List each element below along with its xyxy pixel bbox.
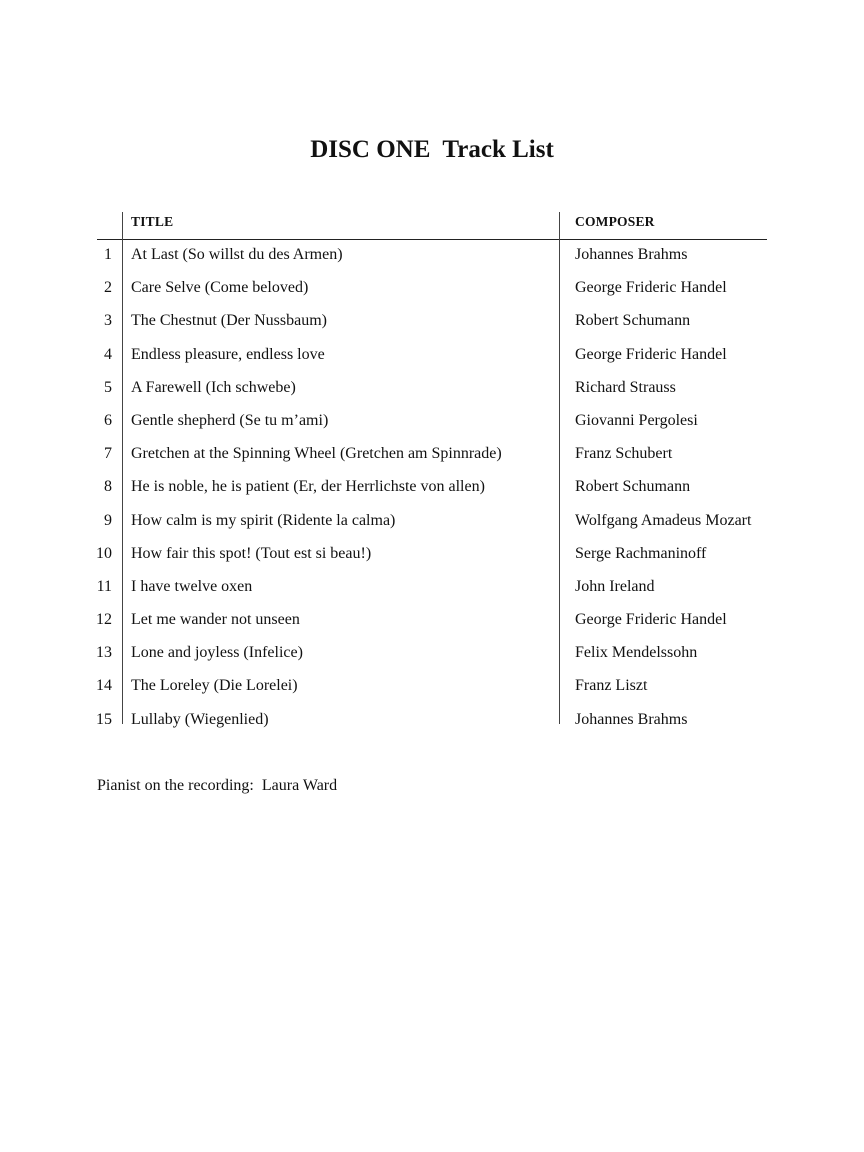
track-title: The Chestnut (Der Nussbaum) [131,312,327,330]
track-composer: Robert Schumann [575,312,691,330]
track-number: 11 [96,577,112,595]
track-composer: Serge Rachmaninoff [575,544,707,562]
track-title: I have twelve oxen [131,577,253,595]
table-row [0,506,864,539]
track-composer: George Frideric Handel [575,611,727,629]
track-title: At Last (So willst du des Armen) [131,246,343,263]
table-row [0,439,864,472]
track-composer: George Frideric Handel [575,279,727,297]
track-title: Let me wander not unseen [131,611,300,629]
track-title: The Loreley (Die Lorelei) [131,677,298,695]
track-title: He is noble, he is patient (Er, der Herrlichste von allen) [131,478,485,496]
track-composer: John Ireland [575,577,655,595]
track-composer: George Frideric Handel [575,345,727,363]
track-composer: Johannes Brahms [575,710,688,728]
track-composer: Robert Schumann [575,478,691,496]
track-composer: Johannes Brahms [575,246,688,263]
track-number: 4 [104,345,112,363]
track-composer: Felix Mendelssohn [575,644,698,662]
column-header-title: TITLE [131,214,174,229]
table-row [0,472,864,505]
table-row [0,605,864,638]
track-composer: Giovanni Pergolesi [575,411,698,429]
track-title: A Farewell (Ich schwebe) [131,378,296,396]
table-row [0,406,864,439]
table-row [0,539,864,572]
track-composer: Richard Strauss [575,378,676,396]
table-row [0,340,864,373]
column-header-composer: COMPOSER [575,214,655,229]
track-title: Gretchen at the Spinning Wheel (Gretchen am Spinnrade) [131,445,502,463]
track-title: Lone and joyless (Infelice) [131,644,303,662]
track-number: 15 [96,710,112,728]
track-number: 9 [104,511,112,529]
track-number: 5 [104,378,112,396]
track-title: Endless pleasure, endless love [131,345,325,363]
pianist-credit: Pianist on the recording: Laura Ward [97,777,338,794]
track-number: 2 [104,279,112,297]
table-row [0,273,864,306]
track-composer: Wolfgang Amadeus Mozart [575,511,752,529]
track-title: Lullaby (Wiegenlied) [131,710,269,728]
table-row [0,638,864,671]
track-title: Gentle shepherd (Se tu m’ami) [131,411,329,429]
track-number: 3 [104,312,112,330]
page-title: DISC ONE Track List [310,136,554,163]
table-row [0,705,864,738]
table-row [0,373,864,406]
track-number: 7 [104,445,112,463]
track-number: 6 [104,411,112,429]
track-title: Care Selve (Come beloved) [131,279,309,297]
table-row [0,240,864,273]
track-number: 14 [96,677,112,695]
track-number: 13 [96,644,112,662]
track-number: 10 [96,544,112,562]
track-title: How calm is my spirit (Ridente la calma) [131,511,396,529]
track-title: How fair this spot! (Tout est si beau!) [131,544,372,562]
track-number: 8 [104,478,112,496]
table-row [0,306,864,339]
table-row [0,572,864,605]
track-composer: Franz Schubert [575,445,673,463]
track-composer: Franz Liszt [575,677,648,695]
table-row [0,671,864,704]
track-list [0,240,864,738]
table-header [0,214,864,234]
track-number: 1 [104,246,112,263]
track-number: 12 [96,611,112,629]
